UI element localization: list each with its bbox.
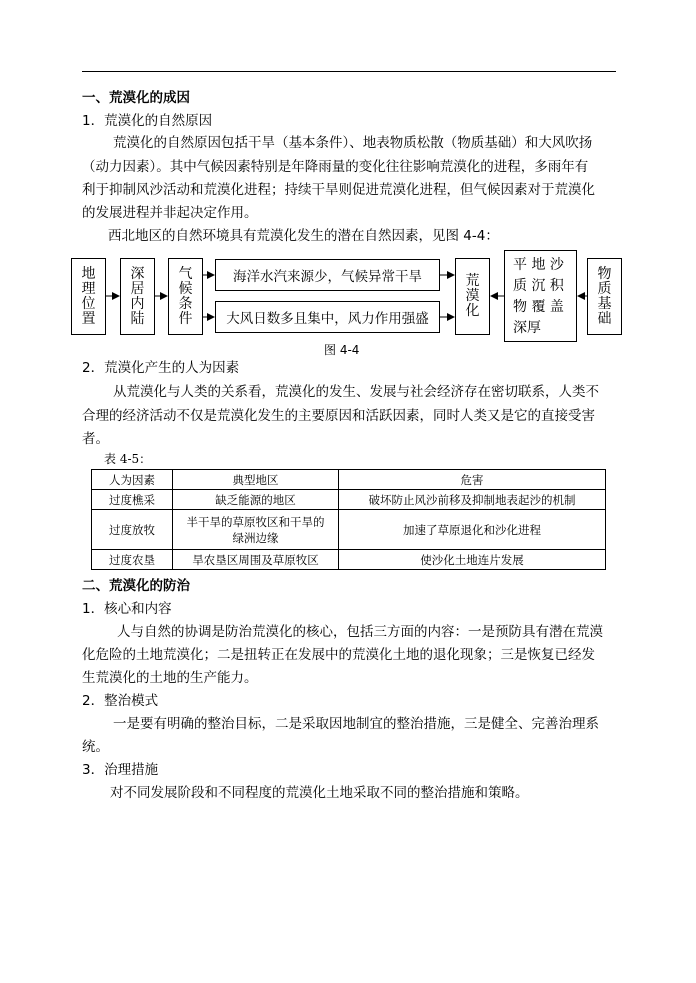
paragraph-line: 人与自然的协调是防治荒漠化的核心，包括三方面的内容：一是预防具有潜在荒漠 [117,624,603,640]
paragraph-line: 化危险的土地荒漠化；二是扭转正在发展中的荒漠化土地的退化现象；三是恢复已经发 [82,647,595,663]
table-cell: 旱农垦区周围及草原牧区 [173,550,339,570]
paragraph-line: 一是要有明确的整治目标，二是采取因地制宜的整治措施，三是健全、完善治理系 [113,716,599,732]
table-row [92,490,606,510]
table-cell: 破坏防止风沙前移及抑制地表起沙的机制 [339,490,606,510]
paragraph-line: （动力因素）。其中气候因素特别是年降雨量的变化往往影响荒漠化的进程，多雨年有 [82,159,589,175]
table-cell-multiline: 半干旱的草原牧区和干旱的 绿洲边缘 [173,510,339,550]
box-climate-conditions: 气 候 条 件 [168,258,203,335]
paragraph-line: 统。 [82,739,109,755]
subheading-natural-causes: 1．荒漠化的自然原因 [82,113,213,129]
table-cell: 过度放牧 [92,510,173,550]
figure-caption: 图 4-4 [324,343,360,357]
table-row [92,510,606,550]
paragraph-line: 的发展进程并非起决定作用。 [82,205,258,221]
box-strong-wind: 大风日数多且集中，风力作用强盛 [215,301,440,333]
table-header-row [92,470,606,490]
paragraph-line: 利于抑制风沙活动和荒漠化进程；持续干旱则促进荒漠化进程，但气候因素对于荒漠化 [82,182,595,198]
table-cell: 缺乏能源的地区 [173,490,339,510]
table-cell: 加速了草原退化和沙化进程 [339,510,606,550]
paragraph-line: 合理的经济活动不仅是荒漠化发生的主要原因和活跃因素，同时人类又是它的直接受害 [82,408,595,424]
table-label: 表 4-5： [104,452,152,466]
table-row [92,550,606,570]
subheading-treatment-measures: 3．治理措施 [82,762,159,778]
section-title-causes: 一、荒漠化的成因 [82,90,190,106]
paragraph-line: 荒漠化的自然原因包括干旱（基本条件）、地表物质松散（物质基础）和大风吹扬 [113,135,593,151]
paragraph-line: 西北地区的自然环境具有荒漠化发生的潜在自然因素，见图 4-4： [108,228,499,244]
paragraph-line: 生荒漠化的土地的生产能力。 [82,670,258,686]
table-cell: 过度农垦 [92,550,173,570]
top-rule [82,71,616,72]
subheading-treatment-mode: 2．整治模式 [82,693,159,709]
paragraph-line: 者。 [82,431,109,447]
table-header-cell: 典型地区 [173,470,339,490]
subheading-core-content: 1．核心和内容 [82,601,172,617]
table-header-cell: 人为因素 [92,470,173,490]
paragraph-line: 从荒漠化与人类的关系看，荒漠化的发生、发展与社会经济存在密切联系，人类不 [113,384,599,400]
human-factors-table [91,469,606,570]
box-little-moisture: 海洋水汽来源少，气候异常干旱 [215,259,440,291]
section-title-prevention: 二、荒漠化的防治 [82,578,190,594]
box-geographic-location: 地 理 位 置 [71,258,106,335]
box-desertification: 荒 漠 化 [455,258,490,335]
paragraph-line: 对不同发展阶段和不同程度的荒漠化土地采取不同的整治措施和策略。 [110,785,529,801]
box-material-basis: 物 质 基 础 [587,258,622,335]
table-header-cell: 危害 [339,470,606,490]
table-cell: 过度樵采 [92,490,173,510]
subheading-human-causes: 2．荒漠化产生的人为因素 [82,360,240,376]
table-cell: 使沙化土地连片发展 [339,550,606,570]
box-deep-inland: 深 居 内 陆 [120,258,155,335]
box-sandy-deposits: 平 地 沙 质 沉 积 物 覆 盖 深厚 [504,250,577,342]
